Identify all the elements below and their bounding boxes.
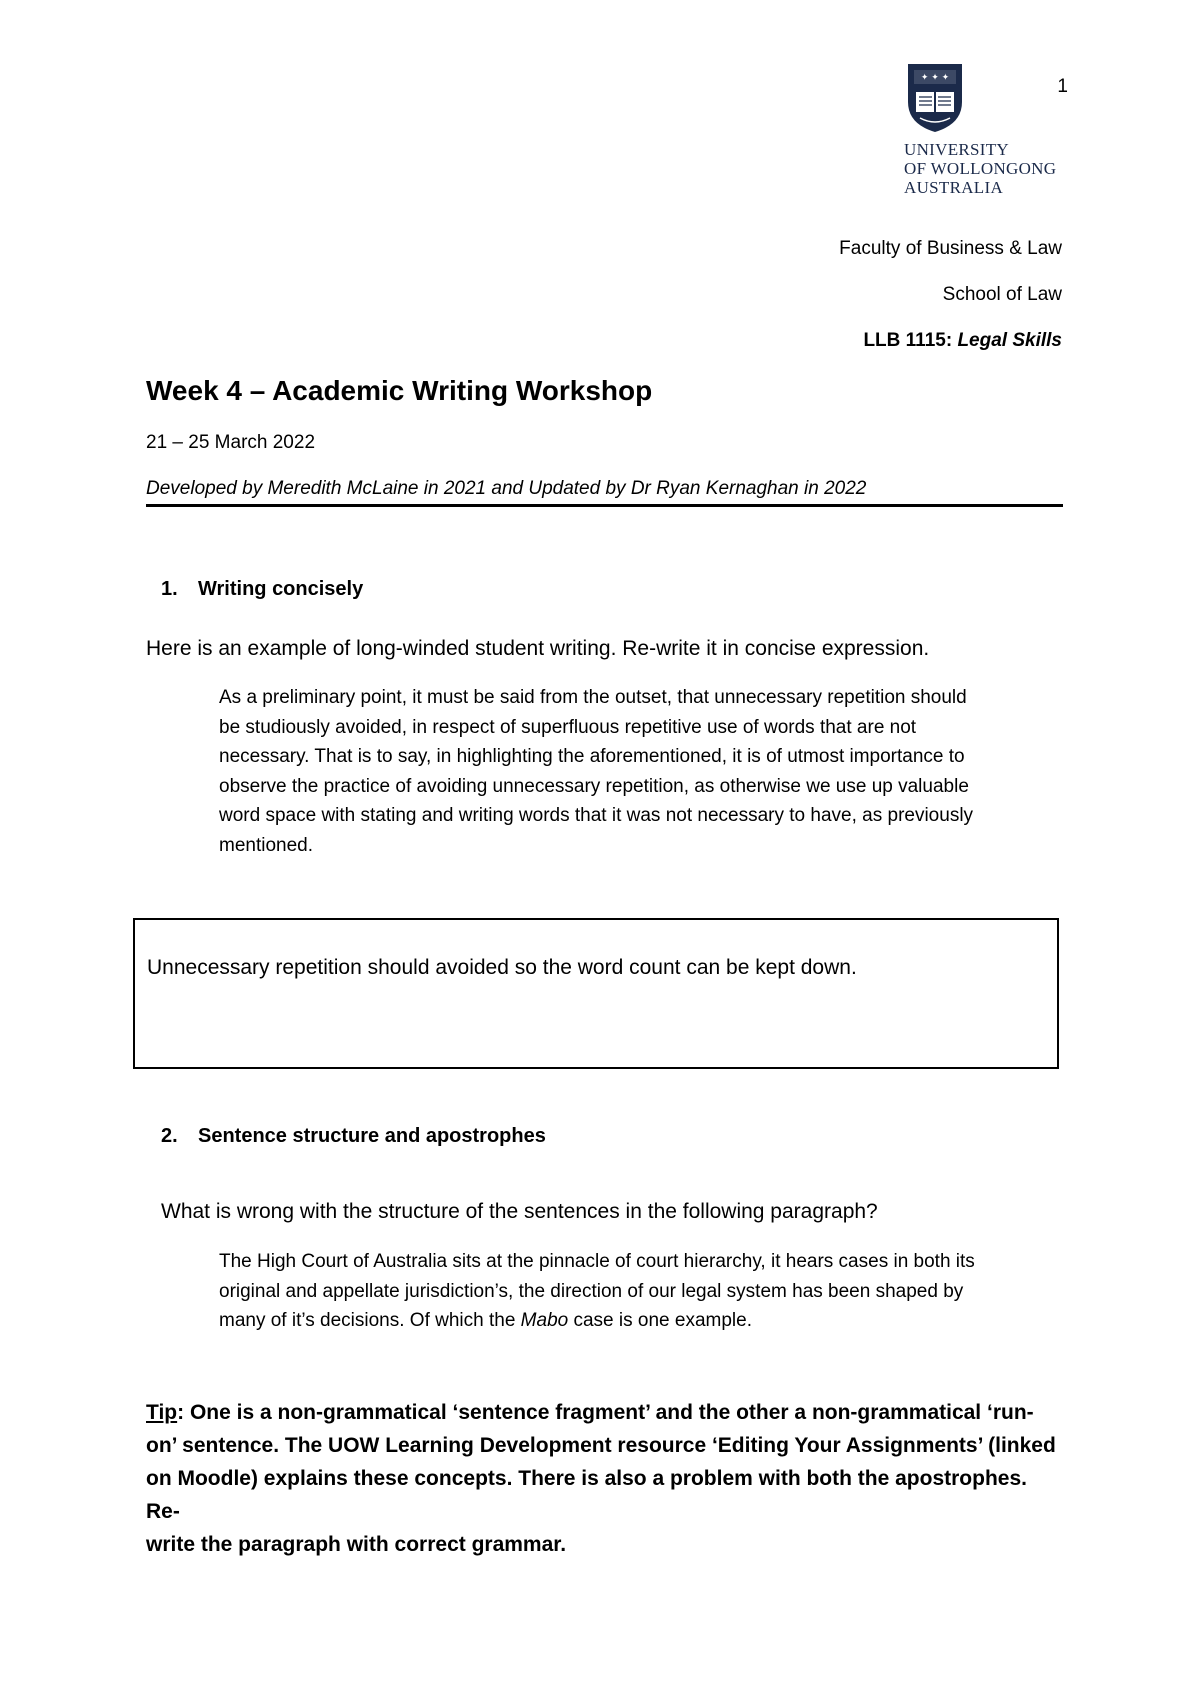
developed-by-line: Developed by Meredith McLaine in 2021 and Updated by Dr Ryan Kernaghan in 2022	[146, 478, 867, 499]
date-range: 21 – 25 March 2022	[146, 432, 316, 453]
section-1-prompt: Here is an example of long-winded student writing. Re-write it in concise expression.	[146, 637, 930, 660]
passage-line: necessary. That is to say, in highlighting the aforementioned, it is of utmost importance to	[219, 746, 965, 767]
section-1-title: Writing concisely	[198, 578, 364, 600]
logo-text-line2: OF WOLLONGONG	[904, 159, 1057, 178]
tip-line: on Moodle) explains these concepts. There is also a problem with both the apostrophes. Re-	[146, 1467, 1027, 1523]
university-logo	[904, 62, 1064, 197]
passage-line: As a preliminary point, it must be said from the outset, that unnecessary repetition should	[219, 687, 967, 708]
subject-line	[863, 330, 1062, 352]
passage-line: mentioned.	[219, 834, 314, 856]
tip-line: : One is a non-grammatical ‘sentence fragment’ and the other a non-grammatical ‘run-	[177, 1401, 1034, 1424]
faculty-name: Faculty of Business & Law	[839, 238, 1062, 259]
university-crest-icon	[906, 62, 964, 134]
header-divider	[146, 504, 1063, 507]
tip-label: Tip	[146, 1401, 178, 1424]
subject-code: LLB 1115:	[863, 330, 953, 351]
page-title: Week 4 – Academic Writing Workshop	[146, 375, 653, 406]
section-1-heading	[161, 578, 363, 601]
passage-line: word space with stating and writing words that it was not necessary to have, as previously	[219, 805, 974, 826]
logo-text-line3: AUSTRALIA	[904, 178, 1004, 197]
passage-line: observe the practice of avoiding unnecessary repetition, as otherwise we use up valuable	[219, 775, 969, 797]
section-2-number: 2.	[161, 1125, 178, 1147]
passage-line: be studiously avoided, in respect of superfluous repetitive use of words that are not	[219, 716, 917, 738]
section-2-title: Sentence structure and apostrophes	[198, 1125, 546, 1147]
tip-line: on’ sentence. The UOW Learning Development resource ‘Editing Your Assignments’ (linked	[146, 1434, 1056, 1457]
subject-name: Legal Skills	[957, 330, 1062, 351]
answer-text: Unnecessary repetition should avoided so the word count can be kept down.	[147, 956, 857, 979]
section-1-passage	[219, 683, 1069, 860]
passage-line-after: case is one example.	[568, 1310, 752, 1331]
passage-line-before: many of it’s decisions. Of which the	[219, 1310, 521, 1331]
case-name: Mabo	[520, 1310, 569, 1331]
passage-line: The High Court of Australia sits at the pinnacle of court hierarchy, it hears cases in both its	[219, 1251, 975, 1272]
section-2-passage	[219, 1247, 1069, 1336]
tip-paragraph	[146, 1396, 1066, 1561]
svg-text:✦ ✦ ✦: ✦ ✦ ✦	[920, 73, 950, 83]
page-number: 1	[1057, 76, 1068, 97]
section-2-heading	[161, 1125, 546, 1148]
school-name: School of Law	[942, 284, 1062, 305]
logo-text-line1: UNIVERSITY	[904, 140, 1009, 159]
tip-line: write the paragraph with correct grammar.	[146, 1533, 567, 1556]
answer-box[interactable]	[133, 918, 1059, 1069]
section-2-prompt: What is wrong with the structure of the sentences in the following paragraph?	[161, 1200, 878, 1223]
section-1-number: 1.	[161, 578, 178, 600]
passage-line: original and appellate jurisdiction’s, the direction of our legal system has been shaped by	[219, 1280, 964, 1302]
